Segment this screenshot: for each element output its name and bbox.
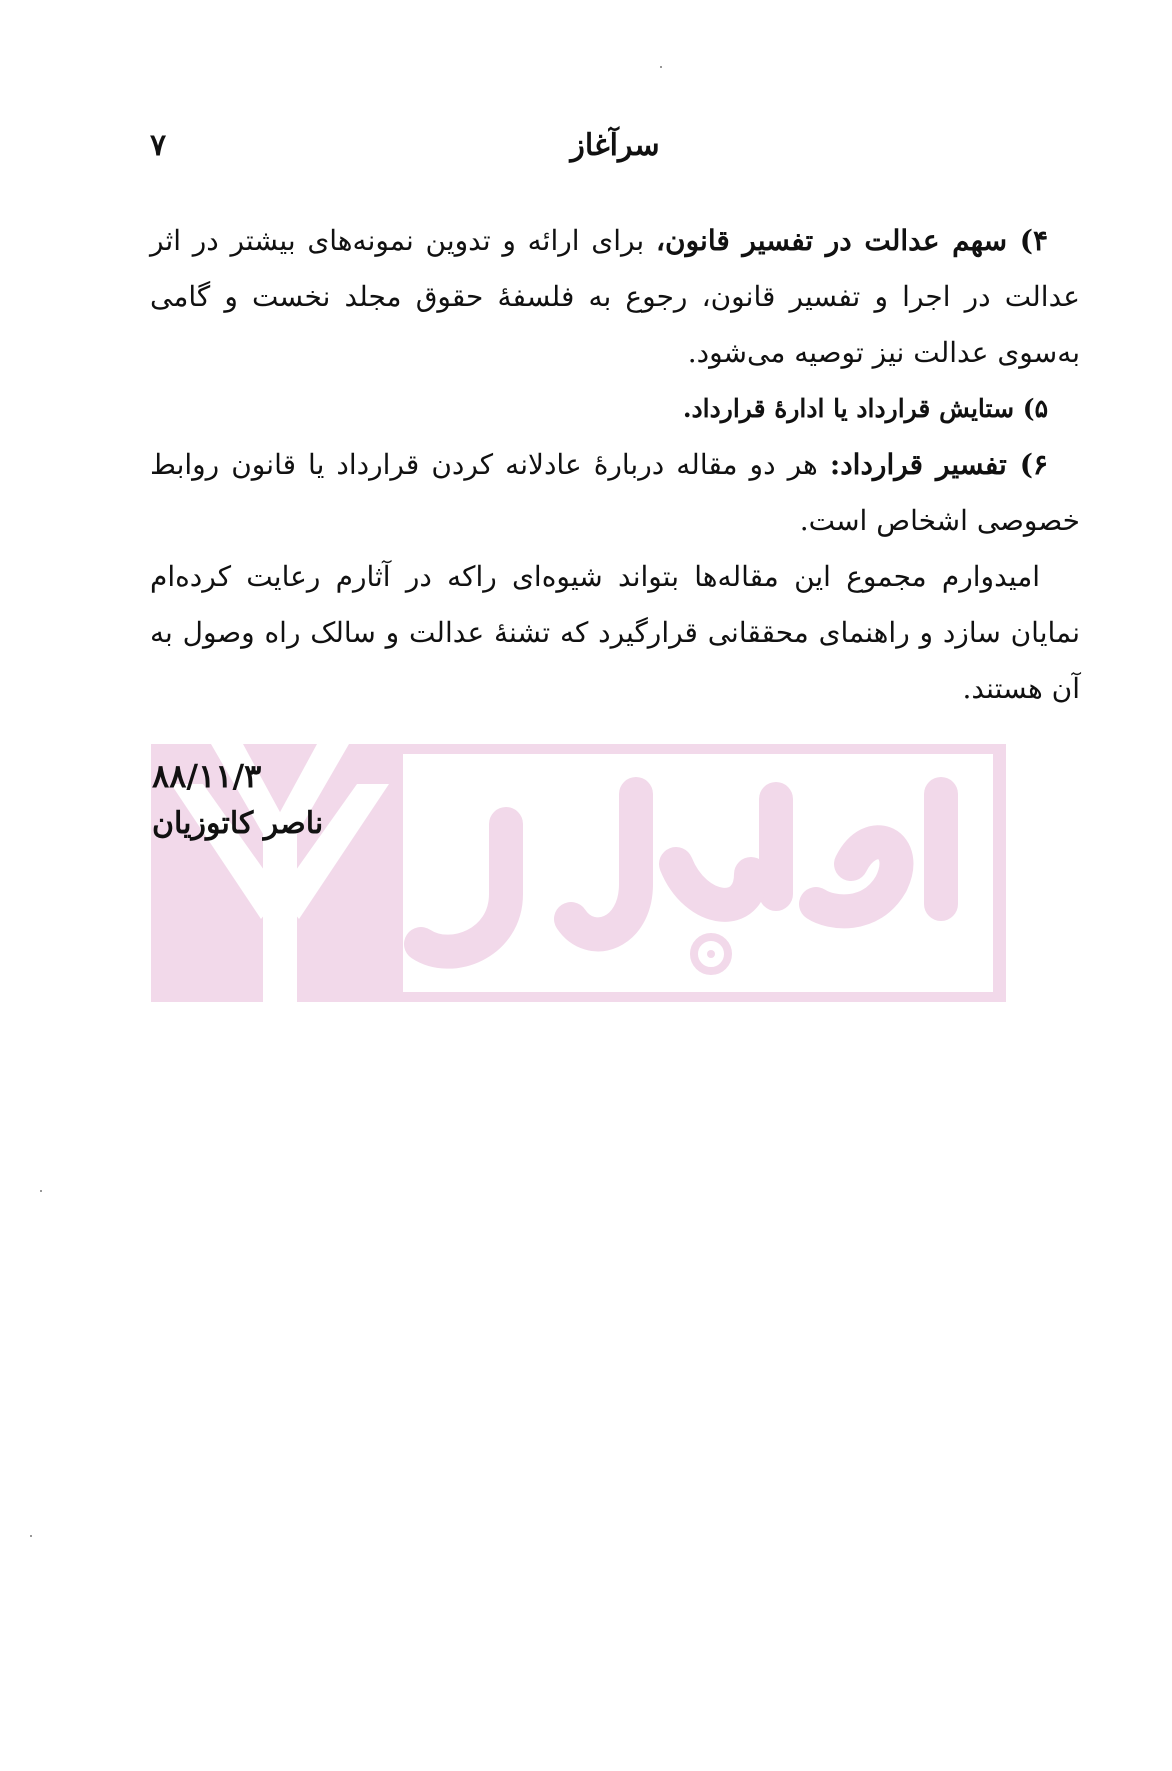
signature-name-wrap [152,800,482,848]
scan-speck [30,1535,32,1537]
scan-speck [40,1190,42,1192]
signature-block [152,752,482,848]
signature-name: ناصر کاتوزیان [152,806,324,841]
signature-date: ۸۸/۱۱/۳ [152,757,262,795]
item-5-heading: ۵) ستایش قرارداد یا ادارهٔ قرارداد. [682,394,1048,423]
body-text [150,213,1080,717]
page-header [150,128,1080,178]
item-6-heading: ۶) تفسیر قرارداد: [829,448,1048,481]
closing-paragraph: امیدوارم مجموع این مقاله‌ها بتواند شیوه‌ای راکه در آثارم رعایت کرده‌ام نمایان سازد و راهنمای محققانی قرارگیرد که تشنهٔ عدالت و سالک راه وصول به آن هستند. [150,560,1080,705]
running-title: سرآغاز [570,128,660,163]
item-4-text: برای ارائه و تدوین نمونه‌های بیشتر در اثر عدالت در اجرا و تفسیر قانون، رجوع به فلسفهٔ حقوق مجلد نخست و گامی به‌سوی عدالت نیز توصیه می‌شود. [150,224,1080,369]
page-number: ۷ [150,128,167,163]
item-4-heading: ۴) سهم عدالت در تفسیر قانون، [655,224,1049,257]
scan-speck [660,66,662,68]
item-6 [150,437,1080,549]
item-5 [150,381,1080,437]
item-4 [150,213,1080,381]
item-6-text: هر دو مقاله دربارهٔ عادلانه کردن قرارداد یا قانون روابط خصوصی اشخاص است. [150,448,1080,537]
